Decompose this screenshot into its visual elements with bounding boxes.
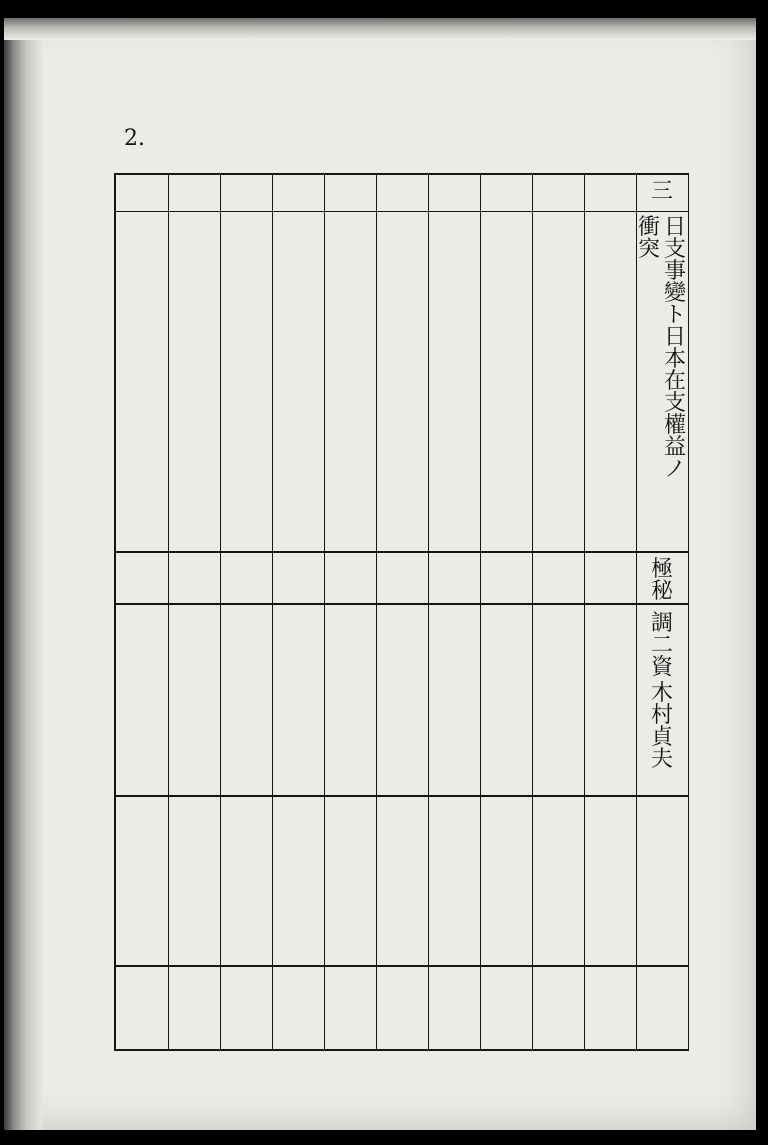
- table-row: [587, 173, 633, 1051]
- col-rule: [220, 173, 221, 1051]
- item-number: 三: [650, 179, 673, 204]
- col-rule: [480, 173, 481, 1051]
- col-rule: [532, 173, 533, 1051]
- col-rule: [114, 173, 116, 1051]
- col-rule: [324, 173, 325, 1051]
- table-row: [379, 173, 425, 1051]
- page-number: 2.: [124, 126, 145, 151]
- table-row: [535, 173, 581, 1051]
- table-row: [483, 173, 529, 1051]
- table-row: [171, 173, 217, 1051]
- author: 木 村 貞 夫: [650, 681, 673, 772]
- col-rule: [636, 173, 637, 1051]
- col-rule: [584, 173, 585, 1051]
- table-row: [639, 173, 685, 1051]
- col-rule: [688, 173, 689, 1051]
- col-rule: [272, 173, 273, 1051]
- vertical-text-line: 衝 突: [637, 215, 660, 262]
- book-spine: [4, 18, 42, 1130]
- status: 調 二 資: [650, 611, 673, 680]
- table-row: [223, 173, 269, 1051]
- classification: 極 秘: [650, 557, 673, 604]
- page-top-edge: [4, 18, 756, 40]
- col-rule: [376, 173, 377, 1051]
- col-rule: [428, 173, 429, 1051]
- document-page: [4, 18, 756, 1130]
- vertical-text-line: 日 支 事 變 ト 日 本 在 支 權 益 ノ: [664, 215, 687, 482]
- table-row: [275, 173, 321, 1051]
- catalog-table: [114, 173, 689, 1053]
- table-row: [327, 173, 373, 1051]
- table-row: [119, 173, 165, 1051]
- title: [639, 217, 685, 481]
- table-row: [431, 173, 477, 1051]
- col-rule: [168, 173, 169, 1051]
